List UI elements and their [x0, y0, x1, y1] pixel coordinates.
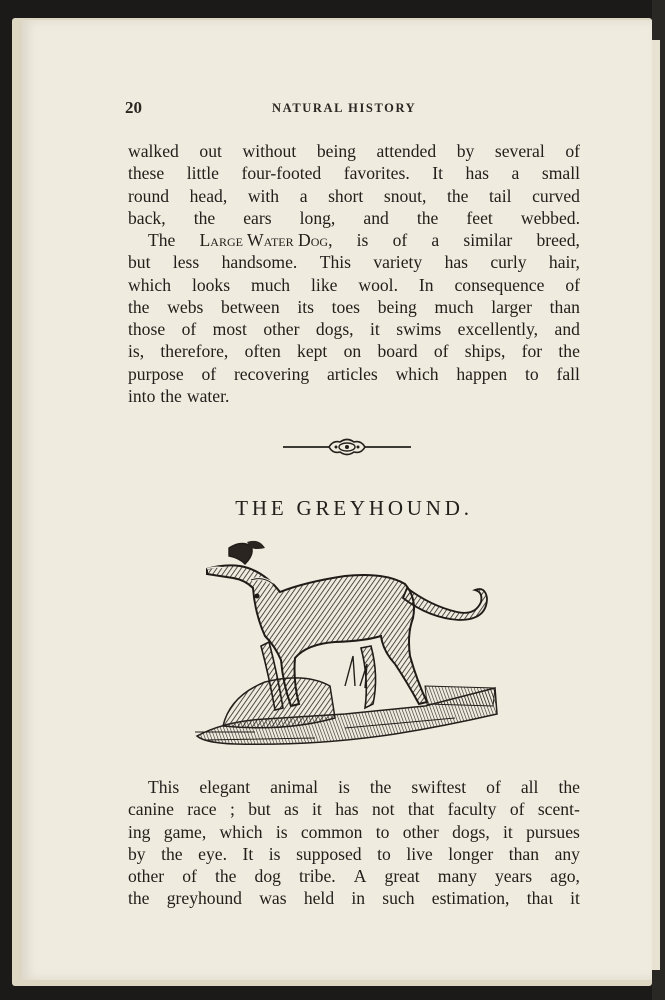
text-line — [128, 162, 580, 184]
running-head — [125, 98, 580, 120]
word: purpose — [128, 363, 184, 384]
word: held — [303, 888, 335, 909]
word: looks — [191, 274, 231, 295]
word: was — [259, 888, 287, 909]
text-line — [128, 865, 580, 887]
word: game, — [163, 821, 207, 842]
word: but — [128, 252, 151, 273]
word: many — [437, 866, 477, 887]
word: the — [446, 185, 469, 206]
word: ears — [243, 207, 272, 228]
word: snout, — [383, 185, 427, 206]
dog-name: Large Water Dog — [199, 230, 329, 250]
word: years — [494, 866, 533, 887]
text-line — [128, 140, 580, 162]
word: It — [242, 843, 254, 864]
word: but — [248, 799, 271, 820]
word: happen — [456, 363, 508, 384]
text-line — [128, 887, 580, 909]
word: for — [521, 341, 543, 362]
word: scent- — [537, 799, 580, 820]
word: thaɩ — [526, 888, 553, 909]
word: it — [503, 821, 513, 842]
word: webbed. — [520, 207, 580, 228]
word: feet — [466, 207, 493, 228]
word: attended — [376, 141, 437, 161]
word: is, — [128, 341, 145, 362]
text-line — [128, 385, 580, 407]
word: variety — [373, 252, 423, 273]
word: such — [382, 888, 415, 909]
word: board — [377, 341, 418, 362]
text-line — [128, 363, 580, 385]
word: not — [372, 799, 395, 820]
word: similar — [463, 230, 513, 250]
word: to — [377, 843, 391, 864]
word: to — [375, 821, 390, 842]
text-line — [128, 296, 580, 318]
word: of — [509, 799, 525, 820]
word: back, — [128, 207, 166, 228]
word: toes — [331, 296, 361, 317]
word: It — [432, 163, 443, 184]
text-line — [128, 185, 580, 207]
word: of — [486, 777, 501, 797]
word: dogs, — [452, 821, 490, 842]
word: is — [275, 821, 288, 842]
text-line — [128, 274, 580, 296]
word: all — [520, 777, 539, 797]
section-title: THE GREYHOUND. — [235, 496, 473, 520]
word: on — [343, 341, 362, 362]
word: other — [263, 319, 300, 340]
word: fall — [556, 363, 580, 384]
word: A — [353, 866, 367, 887]
word: it — [370, 319, 380, 340]
word: the — [161, 843, 183, 864]
word: as — [284, 799, 299, 820]
word: This — [148, 777, 180, 797]
word: which — [219, 821, 263, 842]
text-line — [128, 318, 580, 340]
word: those — [128, 319, 166, 340]
word: out — [199, 141, 222, 161]
text-line — [128, 251, 580, 273]
scroll-ornament-icon — [283, 436, 411, 458]
word: of — [565, 141, 580, 161]
word: animal — [270, 777, 319, 797]
word: dog — [254, 866, 281, 887]
word: it — [312, 799, 322, 820]
word: and — [554, 319, 580, 340]
word: is — [338, 777, 350, 797]
word: much — [434, 296, 474, 317]
word: hair, — [548, 252, 580, 273]
paragraph-large-water-dog — [128, 229, 580, 407]
word: of — [392, 230, 408, 250]
word: it — [570, 888, 580, 909]
word: This — [319, 252, 351, 273]
word: than — [508, 843, 540, 864]
word: has — [444, 252, 469, 273]
word: ships, — [464, 341, 506, 362]
word: is — [356, 230, 369, 250]
word: the — [128, 888, 150, 909]
word: excellently, — [457, 319, 539, 340]
text-line — [128, 776, 580, 798]
word: live — [406, 843, 433, 864]
word: supposed — [296, 843, 362, 864]
word: any — [554, 843, 580, 864]
word: of — [181, 319, 197, 340]
word: The — [148, 230, 176, 250]
word: swiftest — [411, 777, 467, 797]
word: the — [128, 296, 150, 317]
word: and — [363, 207, 389, 228]
word: other — [128, 866, 165, 887]
greyhound-engraving-icon — [195, 536, 500, 751]
word: the — [160, 386, 182, 407]
word: most — [212, 319, 247, 340]
word: eye. — [198, 843, 227, 864]
paragraph-continued — [128, 140, 580, 229]
word: larger — [491, 296, 532, 317]
word: little — [186, 163, 219, 184]
word: wool. — [358, 274, 398, 295]
word: of — [433, 341, 449, 362]
word: being — [316, 141, 356, 161]
word: a — [431, 230, 440, 250]
word: less — [172, 252, 200, 273]
word: curved — [532, 185, 580, 206]
word: articles — [326, 363, 378, 384]
word: dogs, — [315, 319, 354, 340]
word: consequence — [454, 274, 545, 295]
word: race — [187, 799, 217, 820]
word: of — [201, 363, 217, 384]
word: often — [244, 341, 281, 362]
word: therefore, — [160, 341, 229, 362]
word: ; — [229, 799, 235, 820]
word: handsome. — [221, 252, 298, 273]
word: small — [541, 163, 580, 184]
word: in — [351, 888, 366, 909]
word: greyhound — [166, 888, 242, 909]
word: short — [328, 185, 364, 206]
word: with — [247, 185, 280, 206]
running-title: NATURAL HISTORY — [272, 101, 417, 115]
word: of — [182, 866, 197, 887]
word: great — [384, 866, 420, 887]
word: which — [128, 274, 171, 295]
word: head, — [189, 185, 228, 206]
word: longer — [448, 843, 494, 864]
word: long, — [299, 207, 336, 228]
word: that — [407, 799, 435, 820]
word: common — [300, 821, 363, 842]
word: has — [335, 799, 359, 820]
word: ago, — [550, 866, 580, 887]
word: estimation, — [431, 888, 510, 909]
word: In — [418, 274, 434, 295]
word: several — [494, 141, 545, 161]
word: like — [311, 274, 338, 295]
word: the — [416, 207, 439, 228]
word: a — [299, 185, 308, 206]
text-line — [128, 843, 580, 865]
word: breed, — [536, 230, 580, 250]
text-line — [128, 821, 580, 843]
word: the — [558, 341, 580, 362]
page-number: 20 — [125, 98, 142, 117]
paragraph-greyhound — [128, 776, 580, 910]
word: between — [221, 296, 280, 317]
word: tribe. — [299, 866, 336, 887]
word: round — [128, 185, 170, 206]
word: by — [128, 843, 146, 864]
text-line — [128, 229, 580, 251]
word: webs — [167, 296, 204, 317]
word: canine — [128, 799, 174, 820]
word: curly — [490, 252, 527, 273]
word: is — [268, 843, 281, 864]
word: the — [193, 207, 216, 228]
word: pursues — [526, 821, 580, 842]
word: other — [402, 821, 439, 842]
text-line — [128, 340, 580, 362]
word: the — [558, 777, 580, 797]
word: much — [251, 274, 291, 295]
word: of — [565, 274, 580, 295]
word: water. — [186, 386, 230, 407]
word: these — [128, 163, 165, 184]
word: a — [511, 163, 520, 184]
word: ing — [128, 821, 151, 842]
word: favorites. — [343, 163, 410, 184]
text-line — [128, 798, 580, 820]
word: swims — [396, 319, 442, 340]
word: the — [214, 866, 237, 887]
word: elegant — [199, 777, 251, 797]
word: walked — [128, 141, 179, 161]
dog-name-smallcaps — [200, 229, 333, 251]
word: without — [242, 141, 297, 161]
word: tail — [489, 185, 512, 206]
word: the — [369, 777, 392, 797]
word: recovering — [233, 363, 310, 384]
word: which — [395, 363, 439, 384]
word: faculty — [447, 799, 497, 820]
word: four-footed — [241, 163, 322, 184]
word: being — [377, 296, 417, 317]
word: has — [465, 163, 489, 184]
facing-page-edge — [652, 40, 660, 970]
text-line — [128, 207, 580, 229]
word: into — [128, 386, 156, 407]
word: than — [549, 296, 580, 317]
word: its — [297, 296, 314, 317]
word: kept — [297, 341, 328, 362]
word: by — [456, 141, 475, 161]
paragraph-lines — [128, 251, 580, 407]
word: to — [524, 363, 539, 384]
word: , — [328, 230, 333, 250]
